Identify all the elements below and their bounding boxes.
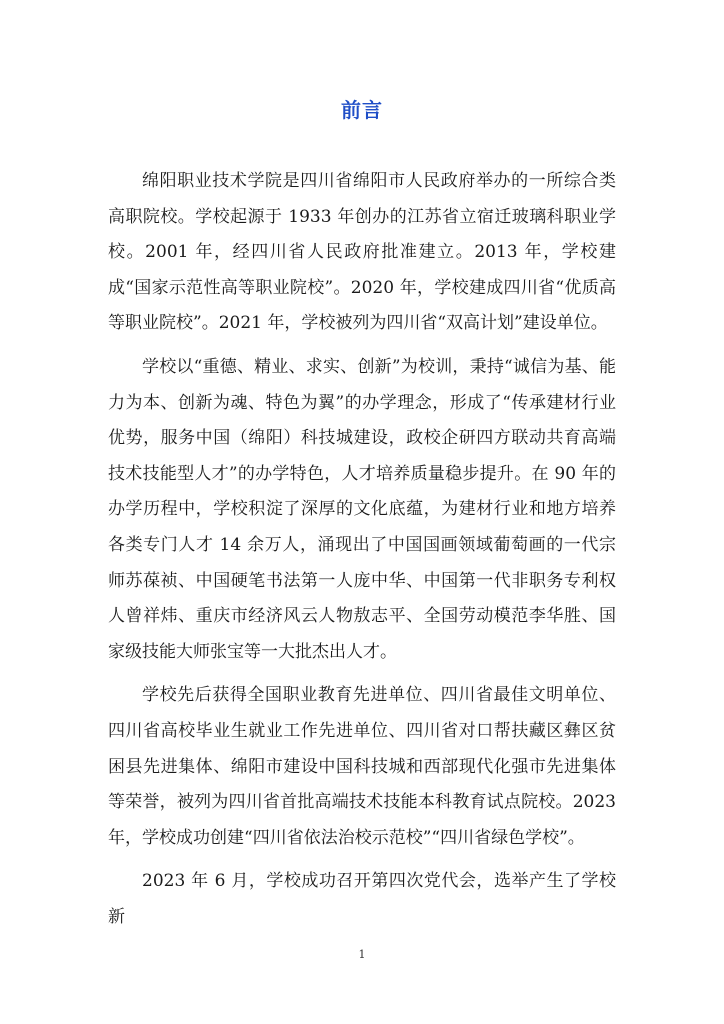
paragraph-honors: 学校先后获得全国职业教育先进单位、四川省最佳文明单位、四川省高校毕业生就业工作先进单位、四川省对口帮扶藏区彝区贫困县先进集体、绵阳市建设中国科技城和西部现代化强市先进集体等荣誉，被列为四川省首批高端技术技能本科教育试点院校。2023 年，学校成功创建“四川省依法治校示范校”“四川省绿色学校”。 [108,685,616,848]
body-text [108,164,616,943]
page-number: 1 [358,948,366,961]
paragraph-intro: 绵阳职业技术学院是四川省绵阳市人民政府举办的一所综合类高职院校。学校起源于 1933 年创办的江苏省立宿迁玻璃科职业学校。2001 年，经四川省人民政府批准建立。2013 年，学校建成“国家示范性高等职业院校”。2020 年，学校建成四川省“优质高等职业院校”。2021 年，学校被列为四川省“双高计划”建设单位。 [108,171,616,334]
page-title: 前言 [341,98,383,122]
paragraph-congress: 2023 年 6 月，学校成功召开第四次党代会，选举产生了学校新 [108,871,616,927]
paragraph-motto: 学校以“重德、精业、求实、创新”为校训，秉持“诚信为基、能力为本、创新为魂、特色为翼”的办学理念，形成了“传承建材行业优势，服务中国（绵阳）科技城建设，政校企研四方联动共育高端技术技能型人才”的办学特色，人才培养质量稳步提升。在 90 年的办学历程中，学校积淀了深厚的文化底蕴，为建材行业和地方培养各类专门人才 14 余万人，涌现出了中国国画领域葡萄画的一代宗师苏葆祯、中国硬笔书法第一人庞中华、中国第一代非职务专利权人曾祥炜、重庆市经济风云人物敖志平、全国劳动模范李华胜、国家级技能大师张宝等一大批杰出人才。 [108,356,616,662]
